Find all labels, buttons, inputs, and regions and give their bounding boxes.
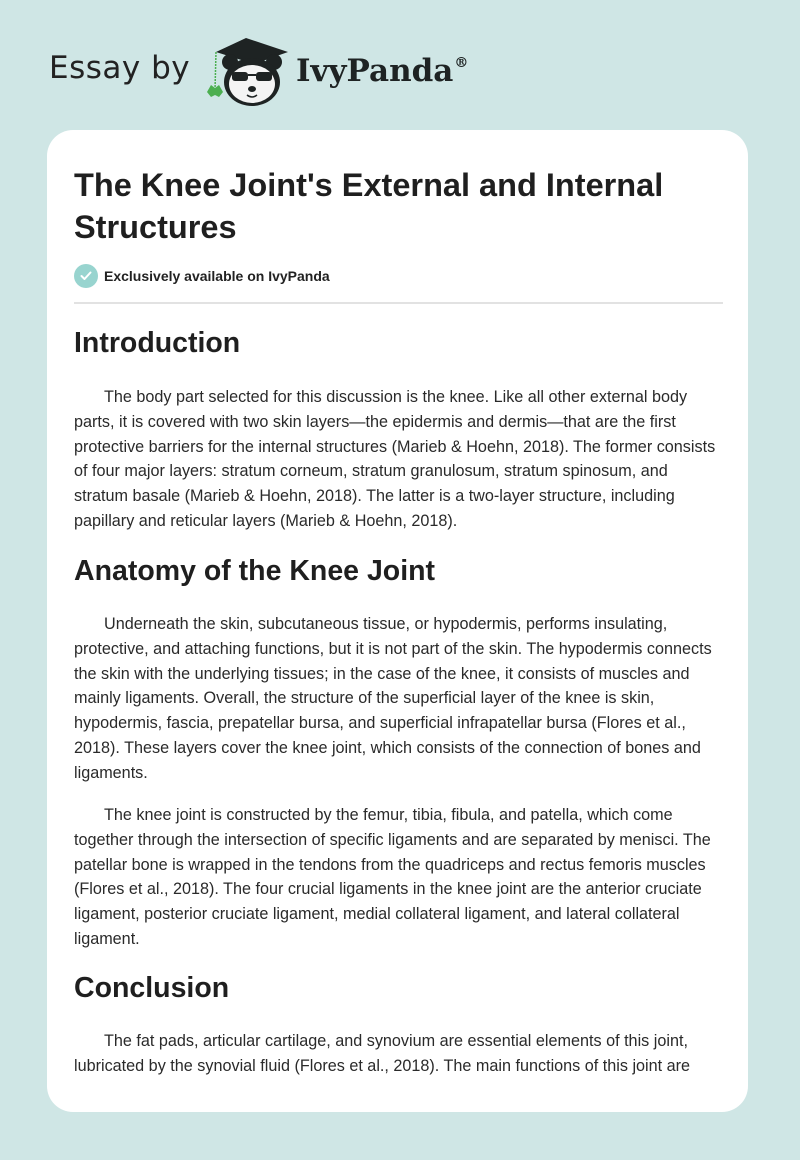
- site-header: [0, 0, 800, 120]
- section-heading-anatomy: Anatomy of the Knee Joint: [74, 555, 436, 587]
- brand-name[interactable]: IvyPanda®: [296, 53, 469, 89]
- essay-card: [47, 130, 748, 1112]
- exclusive-badge: [74, 263, 330, 289]
- exclusive-text: Exclusively available on IvyPanda: [104, 268, 330, 284]
- check-circle-icon: [74, 264, 98, 288]
- paragraph-anatomy-1: Underneath the skin, subcutaneous tissue, or hypodermis, performs insulating, protective, and attaching functions, but it is not part of the skin. The hypodermis connects the skin with the underlying tissues; in the case of the knee, it consists of muscles and mainly ligaments. Overall, the structure of the superficial layer of the knee is skin, hypodermis, fascia, prepatellar bursa, and superficial infrapatellar bursa (Flores et al., 2018). These layers cover the knee joint, which consists of the connection of bones and ligaments.: [74, 615, 712, 782]
- section-heading-conclusion: Conclusion: [74, 972, 230, 1004]
- essay-by-label: Essay by: [49, 50, 191, 86]
- panda-graduation-cap-icon[interactable]: [202, 34, 290, 108]
- page-title: The Knee Joint's External and Internal Structures: [74, 167, 664, 245]
- paragraph-conclusion-1: The fat pads, articular cartilage, and synovium are essential elements of this joint, lubricated by the synovial fluid (Flores et al., 2018). The main functions of this joint are: [74, 1032, 691, 1075]
- paragraph-introduction-1: The body part selected for this discussion is the knee. Like all other external body parts, it is covered with two skin layers—the epidermis and dermis—that are the first protective barriers for the internal structures (Marieb & Hoehn, 2018). The former consists of four major layers: stratum corneum, stratum granulosum, stratum spinosum, and stratum basale (Marieb & Hoehn, 2018). The latter is a two-layer structure, including papillary and reticular layers (Marieb & Hoehn, 2018).: [74, 388, 716, 530]
- paragraph-anatomy-2: The knee joint is constructed by the femur, tibia, fibula, and patella, which come together through the intersection of specific ligaments and are separated by menisci. The patellar bone is wrapped in the tendons from the quadriceps and rectus femoris muscles (Flores et al., 2018). The four crucial ligaments in the knee joint are the anterior cruciate ligament, posterior cruciate ligament, medial collateral ligament, and lateral collateral ligament.: [74, 806, 711, 948]
- divider: [74, 302, 723, 304]
- section-heading-introduction: Introduction: [74, 327, 241, 359]
